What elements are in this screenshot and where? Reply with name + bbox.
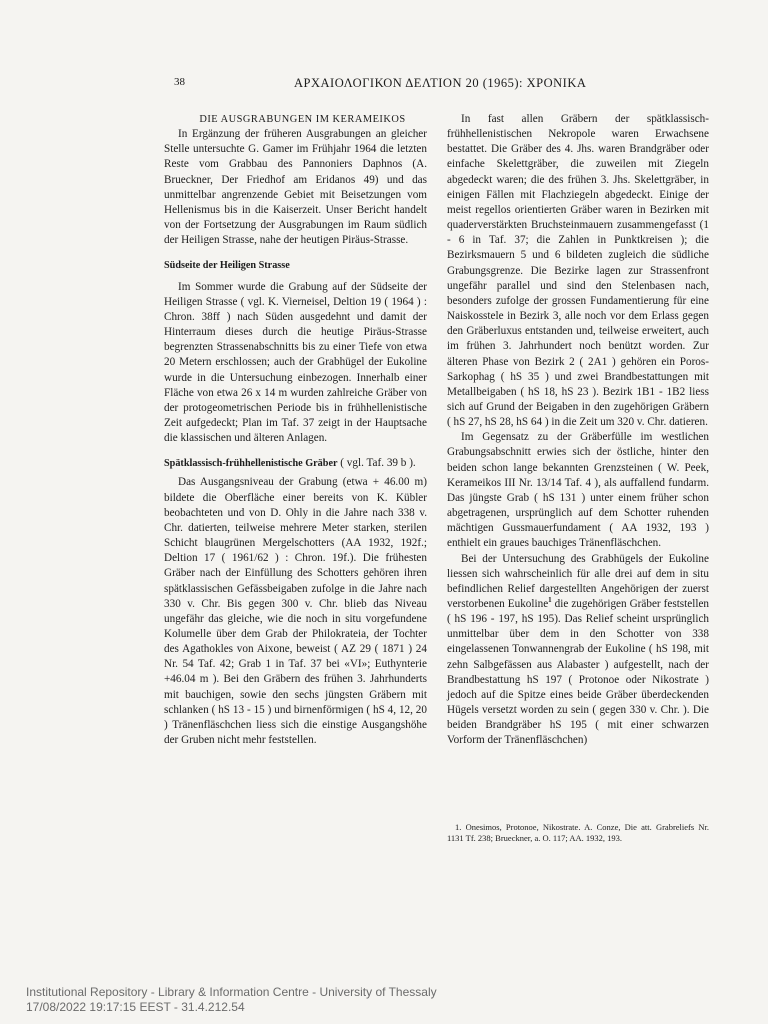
paragraph-gegensatz: Im Gegensatz zu der Gräberfülle im westlichen Grabungsabschnitt erwies sich der östliche, hinter den beiden schon lange bekannten Grenzsteinen ( W. Peek, Kerameikos III Nr. 13/14 Taf. 4 ), als auffallend fundarm. Das jüngste Grab ( hS 131 ) unter einem früher schon abgetragenen, ursprünglich auf dem Schotter ruhenden mächtigen Gussmauerfundament ( AA 1932, 193 ) enthielt ein graues bauchiges Tränenfläschchen. <box>447 431 709 550</box>
paragraph-ausgangsniveau: Das Ausgangsniveau der Grabung (etwa + 46.00 m) bildete die Oberfläche einer bereits von K. Kübler beobachteten und von D. Ohly in die Jahre nach 338 v. Chr. datierten, teilweise mehrere Meter starken, sterilen Schicht blaugrünen Mergelschotters (AA 1932, 192f.; Deltion 17 ( 1961/62 ) : Chron. 19f.). Die frühesten Gräber nach der Einfüllung des Schotters gehören ihren spätklassischen Gefässbeigaben zufolge in die Jahre nach 330 v. Chr. Bis gegen 300 v. Chr. blieb das Niveau ungefähr das gleiche, wie die noch in situ vorgefundene Kolumelle über dem Grab der Philokrateia, der Tochter des Agathokles von Aixone, beweist ( AZ 29 ( 1871 ) 24 Nr. 54 Taf. 42; Grab 1 in Taf. 37 bei «VI»; Euthynterie +46.04 m ). Bei den Gräbern des frühen 3. Jahrhunderts mit bauchigen, sowie den sechs jüngsten Gräbern mit schlanken ( hS 13 - 15 ) und birnenförmigen ( hS 4, 12, 20 ) Tränenfläschchen liess sich die einstige Ausgangshöhe der Gruben nicht mehr feststellen. <box>164 476 427 747</box>
footnote-marker[interactable]: 1 <box>548 596 552 604</box>
paragraph-eukoline-part2: die zugehörigen Gräber feststellen ( hS 196 - 197, hS 195). Das Relief scheint ursprünglich unmittelbar über dem in den Schotter von 338 eingelassenen Tonwannengrab der Eukoline ( hS 198, mit zehn Salbgefässen aus Alabaster ) aufgestellt, nach der Brandbestattung hS 197 ( Protonoe oder Nikostrate ) jedoch auf die Spitze eines beide Gräber überdeckenden Hügels versetzt worden zu sein ( gegen 330 v. Chr. ). Die beiden Brandgräber hS 195 ( mit einer schwarzen Vorform der Tränenfläschchen) <box>447 598 710 747</box>
footnote <box>447 822 709 844</box>
paragraph-suedseite: Im Sommer wurde die Grabung auf der Südseite der Heiligen Strasse ( vgl. K. Vierneisel, Deltion 19 ( 1964 ) : Chron. 38ff ) nach Süden ausgedehnt und damit der Hinterraum dieses durch die heutige Piräus-Strasse begrenzten Strassenabschnitts bis zu einer Tiefe von etwa 20 Metern erschlossen; auch der Grabhügel der Eukoline wurde in die Untersuchung einbezogen. Innerhalb einer Fläche von etwa 26 x 14 m wurden zahlreiche Gräber von der protogeometrischen Periode bis in frühhellenistische Zeit aufgedeckt; Plan im Taf. 37 zeigt in der Hauptsache die klassischen und älteren Anlagen. <box>164 280 427 445</box>
page-number: 38 <box>174 76 185 88</box>
paragraph-eukoline <box>447 552 709 749</box>
watermark-line-1: Institutional Repository - Library & Information Centre - University of Thessaly <box>26 985 437 999</box>
running-title: ΑΡΧΑΙΟΛΟΓΙΚΟΝ ΔΕΛΤΙΟΝ 20 (1965): ΧΡΟΝΙΚΑ <box>294 76 587 90</box>
left-column <box>164 112 427 748</box>
paragraph-intro: In Ergänzung der früheren Ausgrabungen an gleicher Stelle untersuchte G. Gamer im Frühjahr 1964 die letzten Reste vom Grabbau des Pannoniers Daphnos (A. Brueckner, Der Friedhof am Eridanos 49) und das unmittelbar angrenzende Gebiet mit Beisetzungen vom Hellenismus bis in die Kaiserzeit. Unser Bericht handelt von der Fortsetzung der Ausgrabungen im Raum südlich der Heiligen Strasse, nahe der heutigen Piräus-Strasse. <box>164 128 427 247</box>
article-title: DIE AUSGRABUNGEN IM KERAMEIKOS <box>199 114 406 125</box>
section-heading-graeber <box>164 456 427 471</box>
section-heading-graeber-ref: ( vgl. Taf. 39 b ). <box>340 457 416 470</box>
paragraph-nekropole: In fast allen Gräbern der spätklassisch-frühhellenistischen Nekropole waren Erwachsene bestattet. Die Gräber des 4. Jhs. waren Brandgräber oder einfache Skelettgräber, die zuweilen mit Ziegeln abgedeckt waren; die des frühen 3. Jhs. Skelettgräber, in einigen Fällen mit Flachziegeln abgedeckt. Einige der meist regellos orientierten Gräber waren in Bezirken mit quaderverstärkten Bruchsteinmauern zusammengefasst (1 - 6 in Taf. 37; die Zahlen in Punktkreisen ); die Bezirksmauern 5 und 6 bildeten zugleich die südliche Grabungsgrenze. Die Bezirke lagen zur Strassenfront ungefähr parallel und sind den Stelenbasen nach, besonders zufolge der grossen Fundamentierung für eine Naiskosstele in Bezirk 3, alle noch vor dem Erlass gegen den Gräberluxus entstanden und, teilweise erweitert, auch im frühen 3. Jahrhundert noch benützt worden. Zur älteren Phase von Bezirk 2 ( 2A1 ) gehören ein Poros-Sarkophag ( hS 35 ) und zwei Brandbestattungen mit Metallbeigaben ( hS 18, hS 23 ). Bezirk 1B1 - 1B2 liess sich auf Grund der Beigaben in den zugehörigen Gräbern ( hS 27, hS 28, hS 64 ) in die Zeit um 320 v. Chr. datieren. <box>447 113 709 429</box>
page-header <box>0 76 768 96</box>
repository-watermark <box>26 985 437 1015</box>
section-heading-heilige-strasse: Südseite der Heiligen Strasse <box>164 260 290 272</box>
paragraph-eukoline-part1: Bei der Untersuchung des Grabhügels der Eukoline liessen sich wahrscheinlich für alle drei auf dem in situ befindlichen Relief dargestellten Angehörigen der zuerst verstorbenen Eukoline <box>447 552 709 610</box>
watermark-line-2: 17/08/2022 19:17:15 EEST - 31.4.212.54 <box>26 1000 245 1014</box>
footnote-text: 1. Onesimos, Protonoe, Nikostrate. A. Conze, Die att. Grabreliefs Nr. 1131 Tf. 238; Brueckner, a. O. 117; AA. 1932, 193. <box>447 822 709 843</box>
right-column <box>447 112 709 749</box>
section-heading-graeber-label: Spätklassisch-frühhellenistische Gräber <box>164 458 338 470</box>
